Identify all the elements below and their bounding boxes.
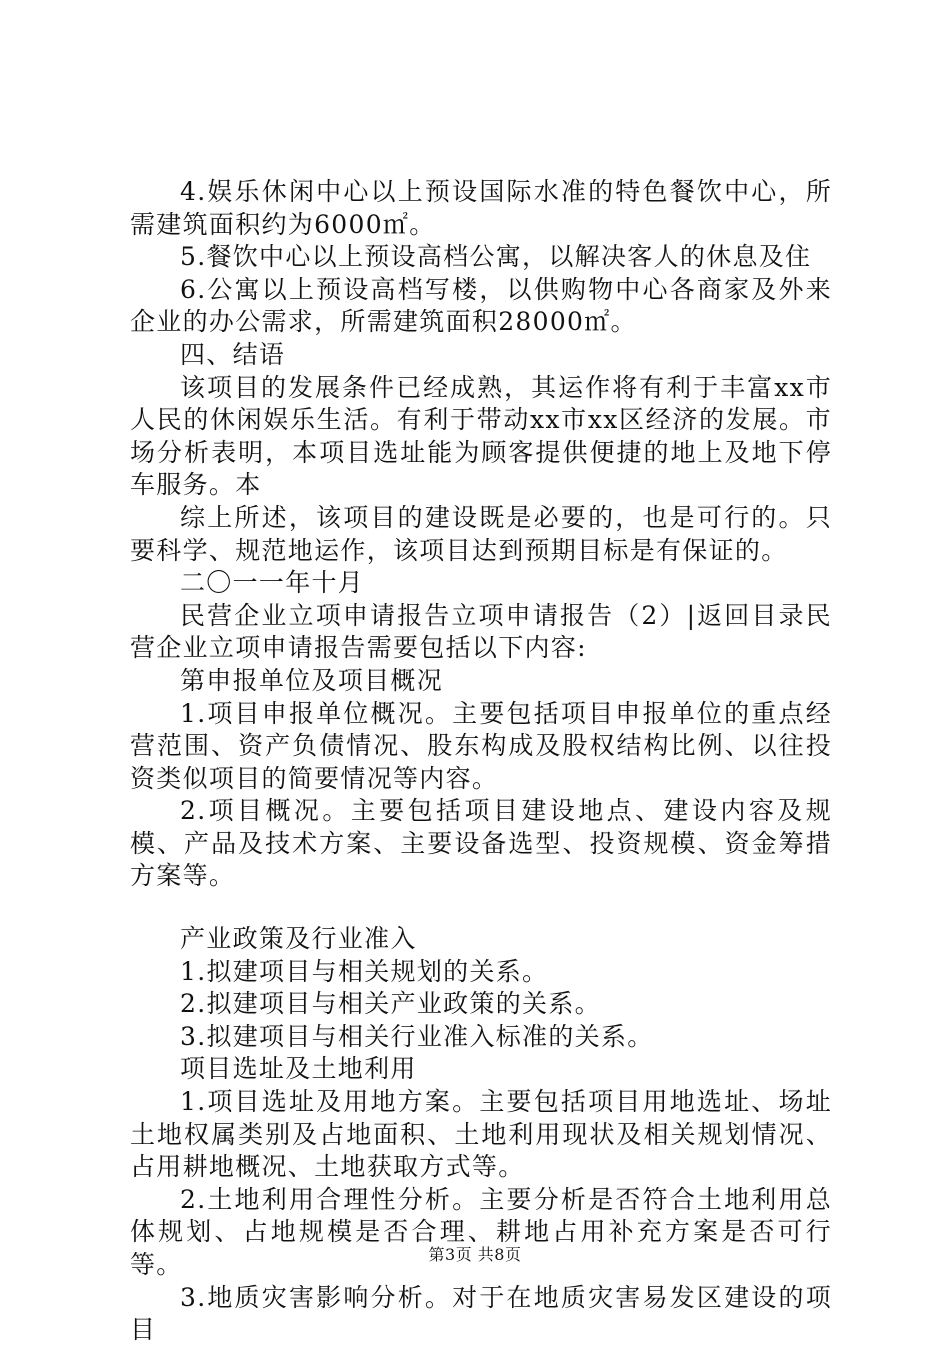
- paragraph: 综上所述，该项目的建设既是必要的，也是可行的。只要科学、规范地运作，该项目达到预期目标是有保证的。: [130, 502, 832, 565]
- paragraph: 该项目的发展条件已经成熟，其运作将有利于丰富xx市人民的休闲娱乐生活。有利于带动xx市xx区经济的发展。市场分析表明，本项目选址能为顾客提供便捷的地上及地下停车服务。本: [130, 372, 832, 500]
- section-heading: 项目选址及土地利用: [180, 1054, 417, 1084]
- blank-line: [130, 893, 832, 923]
- paragraph: 3.地质灾害影响分析。对于在地质灾害易发区建设的项目: [130, 1282, 832, 1345]
- section-heading: 产业政策及行业准入: [180, 924, 417, 954]
- paragraph: 2.拟建项目与相关产业政策的关系。: [180, 989, 601, 1019]
- paragraph: 5.餐饮中心以上预设高档公寓，以解决客人的休息及住: [180, 242, 812, 272]
- paragraph: 6.公寓以上预设高档写楼，以供购物中心各商家及外来企业的办公需求，所需建筑面积28000㎡。: [130, 274, 832, 337]
- section-heading: 第申报单位及项目概况: [180, 665, 444, 695]
- document-body: [130, 176, 832, 1347]
- date-line: 二〇一一年十月: [180, 568, 365, 598]
- page-number-footer: 第3页 共8页: [428, 1245, 522, 1264]
- paragraph: 2.项目概况。主要包括项目建设地点、建设内容及规模、产品及技术方案、主要设备选型、投资规模、资金筹措方案等。: [130, 796, 832, 891]
- paragraph: 民营企业立项申请报告立项申请报告（2）|返回目录民营企业立项申请报告需要包括以下内容:: [130, 600, 832, 663]
- paragraph: 1.拟建项目与相关规划的关系。: [180, 956, 549, 986]
- paragraph: 1.项目申报单位概况。主要包括项目申报单位的重点经营范围、资产负债情况、股东构成及股权结构比例、以往投资类似项目的简要情况等内容。: [130, 698, 832, 793]
- paragraph: 3.拟建项目与相关行业准入标准的关系。: [180, 1021, 654, 1051]
- paragraph: 4.娱乐休闲中心以上预设国际水准的特色餐饮中心，所需建筑面积约为6000㎡。: [130, 177, 832, 239]
- paragraph: 2.土地利用合理性分析。主要分析是否符合土地利用总体规划、占地规模是否合理、耕地占用补充方案是否可行等。: [130, 1184, 832, 1279]
- paragraph: 1.项目选址及用地方案。主要包括项目用地选址、场址土地权属类别及占地面积、土地利用现状及相关规划情况、占用耕地概况、土地获取方式等。: [130, 1087, 832, 1182]
- section-heading: 四、结语: [180, 339, 286, 369]
